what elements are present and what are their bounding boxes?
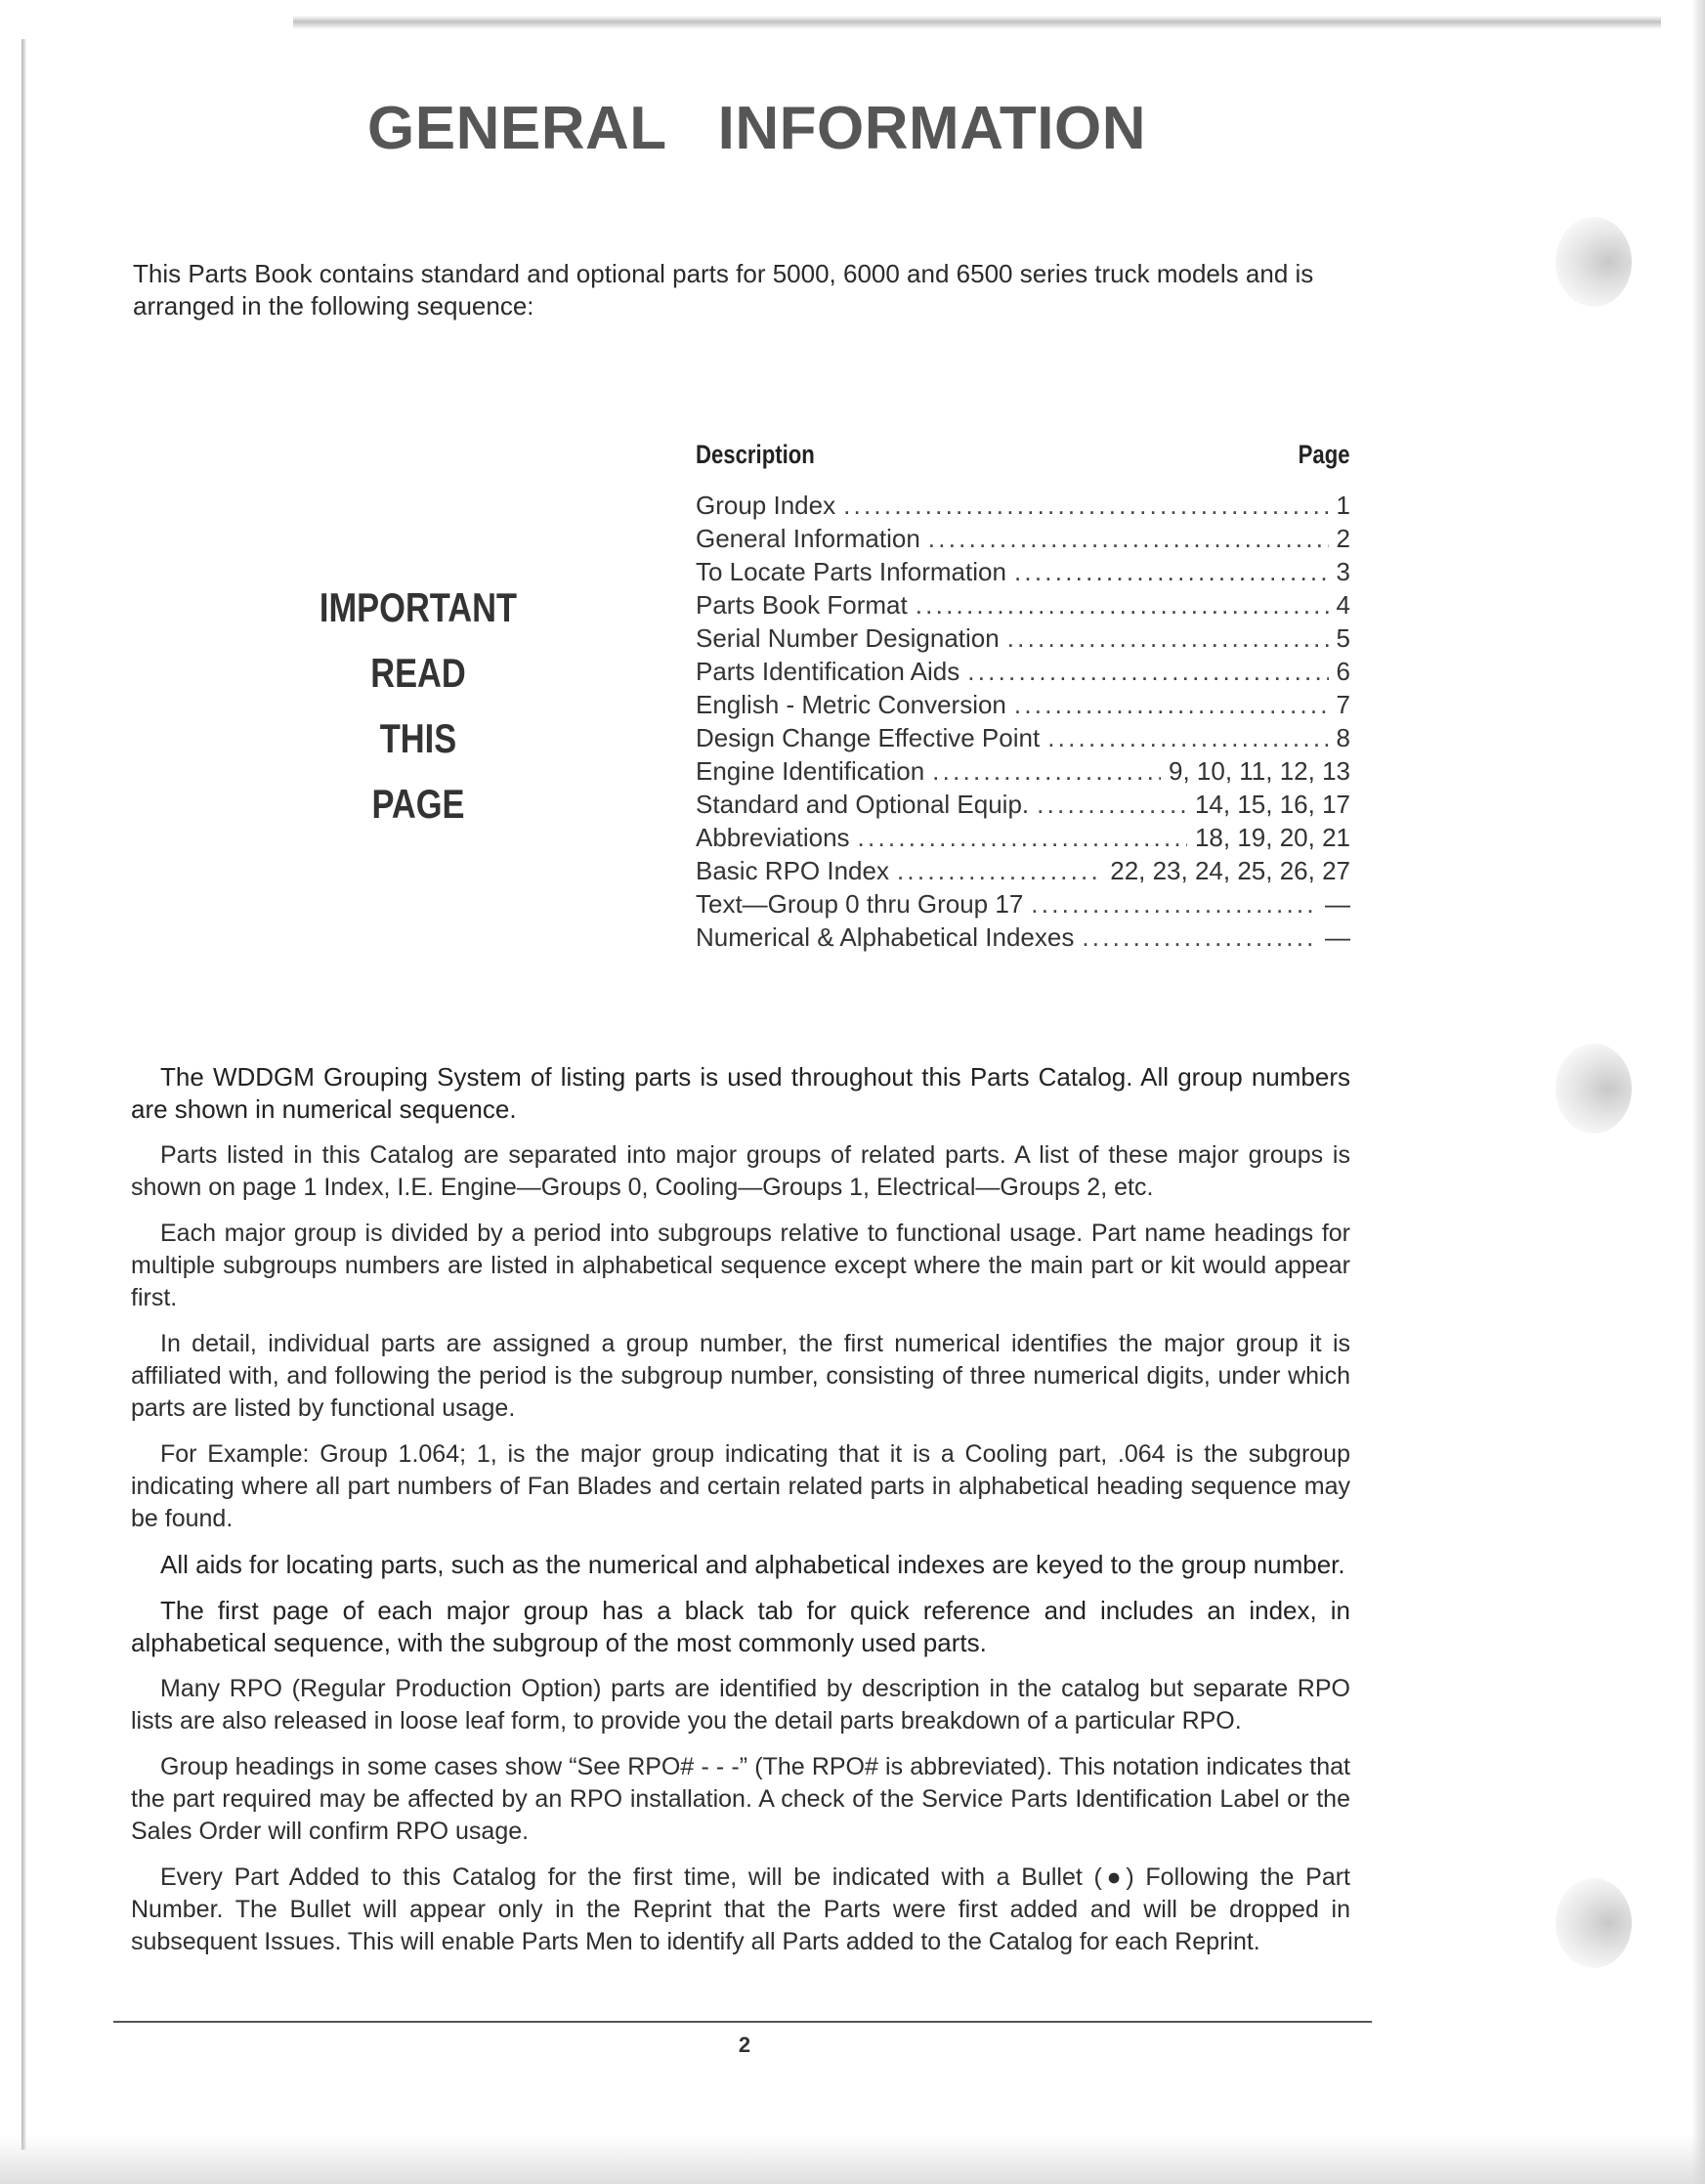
binder-hole-middle [1556,1044,1632,1134]
leader-dots [843,489,1328,522]
paragraph-group-number: In detail, individual parts are assigned a group number, the first numerical identifies the major group it is affiliated with, and following the period is the subgroup number, consisting of three numerical digits, under which parts are listed by functional usage. [131,1330,1350,1422]
contents-row-description: Standard and Optional Equip. [696,790,1030,819]
important-line-4: PAGE [371,781,465,827]
paragraph-grouping-system: The WDDGM Grouping System of listing parts is used throughout this Parts Catalog. All group numbers are shown in numerical sequence. [131,1062,1350,1124]
contents-row-page: 6 [1336,657,1350,686]
paragraph-subgroups: Each major group is divided by a period into subgroups relative to functional usage. Part name headings for multiple subgroups numbers are listed in alphabetical sequence except where the main part or kit would appear first. [131,1220,1350,1311]
page-title: GENERAL INFORMATION [367,95,1146,162]
leader-dots [1007,621,1329,655]
contents-row [696,921,1350,954]
leader-dots [897,854,1102,887]
contents-row-description: Group Index [696,491,836,520]
binder-hole-top [1556,217,1632,307]
intro-paragraph: This Parts Book contains standard and optional parts for 5000, 6000 and 6500 series truck models and is arranged in the following sequence: [133,259,1314,321]
contents-row [696,621,1350,655]
contents-row-page: — [1325,889,1350,919]
body-text [131,1061,1350,1972]
contents-row-page: 8 [1336,723,1350,752]
contents-row [696,655,1350,688]
contents-row-page: 4 [1336,590,1350,620]
contents-row-page: 2 [1336,524,1350,553]
leader-dots [1037,788,1187,821]
important-line-2: READ [370,650,466,696]
paragraph-major-groups: Parts listed in this Catalog are separated into major groups of related parts. A list of these major groups is shown on page 1 Index, I.E. Engine—Groups 0, Cooling—Groups 1, Electrical—Groups 2, etc. [131,1141,1350,1201]
leader-dots [916,588,1329,621]
contents-row-page: — [1325,922,1350,952]
leader-dots [858,821,1187,854]
contents-row-description: English - Metric Conversion [696,690,1006,719]
contents-header-description: Description [696,440,815,469]
contents-row-description: Text—Group 0 thru Group 17 [696,889,1024,919]
scan-edge-bottom [0,2135,1705,2184]
binder-hole-bottom [1556,1878,1632,1968]
contents-row-description: Parts Book Format [696,590,908,620]
contents-row [696,821,1350,854]
leader-dots [967,655,1328,688]
contents-row-description: Engine Identification [696,756,925,786]
paragraph-black-tab: The first page of each major group has a black tab for quick reference and includes an index, in alphabetical sequence, with the subgroup of the most commonly used parts. [131,1596,1350,1657]
contents-row-page: 1 [1336,491,1350,520]
paragraph-rpo-headings: Group headings in some cases show “See RPO# - - -” (The RPO# is abbreviated). This notation indicates that the part required may be affected by an RPO installation. A check of the Service Parts Identification Label or the Sales Order will confirm RPO usage. [131,1753,1350,1845]
contents-header [696,440,1350,489]
contents-row-description: Parts Identification Aids [696,657,960,686]
paragraph-bullet: Every Part Added to this Catalog for the first time, will be indicated with a Bullet (●) Following the Part Number. The Bullet will appear only in the Reprint that the Parts were first added and will be dropped in subsequent Issues. This will enable Parts Men to identify all Parts added to the Catalog for each Reprint. [131,1863,1350,1955]
contents-row-page: 22, 23, 24, 25, 26, 27 [1110,856,1350,885]
contents-row [696,522,1350,555]
contents-row-page: 18, 19, 20, 21 [1194,823,1350,852]
leader-dots [932,754,1161,788]
leader-dots [1031,887,1317,921]
contents-row [696,555,1350,588]
contents-row-description: Serial Number Designation [696,623,1000,653]
paragraph-example: For Example: Group 1.064; 1, is the major group indicating that it is a Cooling part, .064 is the subgroup indicating where all part numbers of Fan Blades and certain related parts in alphabetical heading sequence may be found. [131,1440,1350,1532]
leader-dots [1014,555,1329,588]
scan-edge-left [21,39,26,2150]
contents-row-description: Numerical & Alphabetical Indexes [696,922,1075,952]
contents-row [696,854,1350,887]
important-line-3: THIS [379,715,457,761]
contents-row-page: 9, 10, 11, 12, 13 [1169,756,1350,786]
leader-dots [1047,721,1328,754]
leader-dots [1014,688,1329,721]
contents-row [696,721,1350,754]
contents-row [696,754,1350,788]
contents-row [696,887,1350,921]
scan-edge-top [293,16,1661,29]
contents-row-description: Design Change Effective Point [696,723,1041,752]
paragraph-rpo-parts: Many RPO (Regular Production Option) parts are identified by description in the catalog but separate RPO lists are also released in loose leaf form, to provide you the detail parts breakdown of a particular RPO. [131,1675,1350,1734]
contents-row [696,588,1350,621]
paragraph-locating-aids: All aids for locating parts, such as the numerical and alphabetical indexes are keyed to the group number. [160,1550,1345,1579]
contents-row-page: 7 [1336,690,1350,719]
leader-dots [1082,921,1317,954]
contents-row-page: 3 [1336,557,1350,586]
important-notice [262,575,575,836]
contents-row [696,788,1350,821]
leader-dots [928,522,1329,555]
important-line-1: IMPORTANT [319,584,518,630]
contents-row [696,489,1350,522]
contents-row-page: 5 [1336,623,1350,653]
contents-row-description: To Locate Parts Information [696,557,1006,586]
contents-header-page: Page [1299,440,1350,469]
contents-row-description: Abbreviations [696,823,850,852]
contents-row [696,688,1350,721]
contents-row-page: 14, 15, 16, 17 [1194,790,1350,819]
scan-edge-right [1691,0,1705,2184]
contents-table [696,440,1350,954]
contents-row-description: Basic RPO Index [696,856,889,885]
contents-row-description: General Information [696,524,920,553]
page-number: 2 [738,2033,751,2057]
footer-divider [113,2021,1372,2023]
